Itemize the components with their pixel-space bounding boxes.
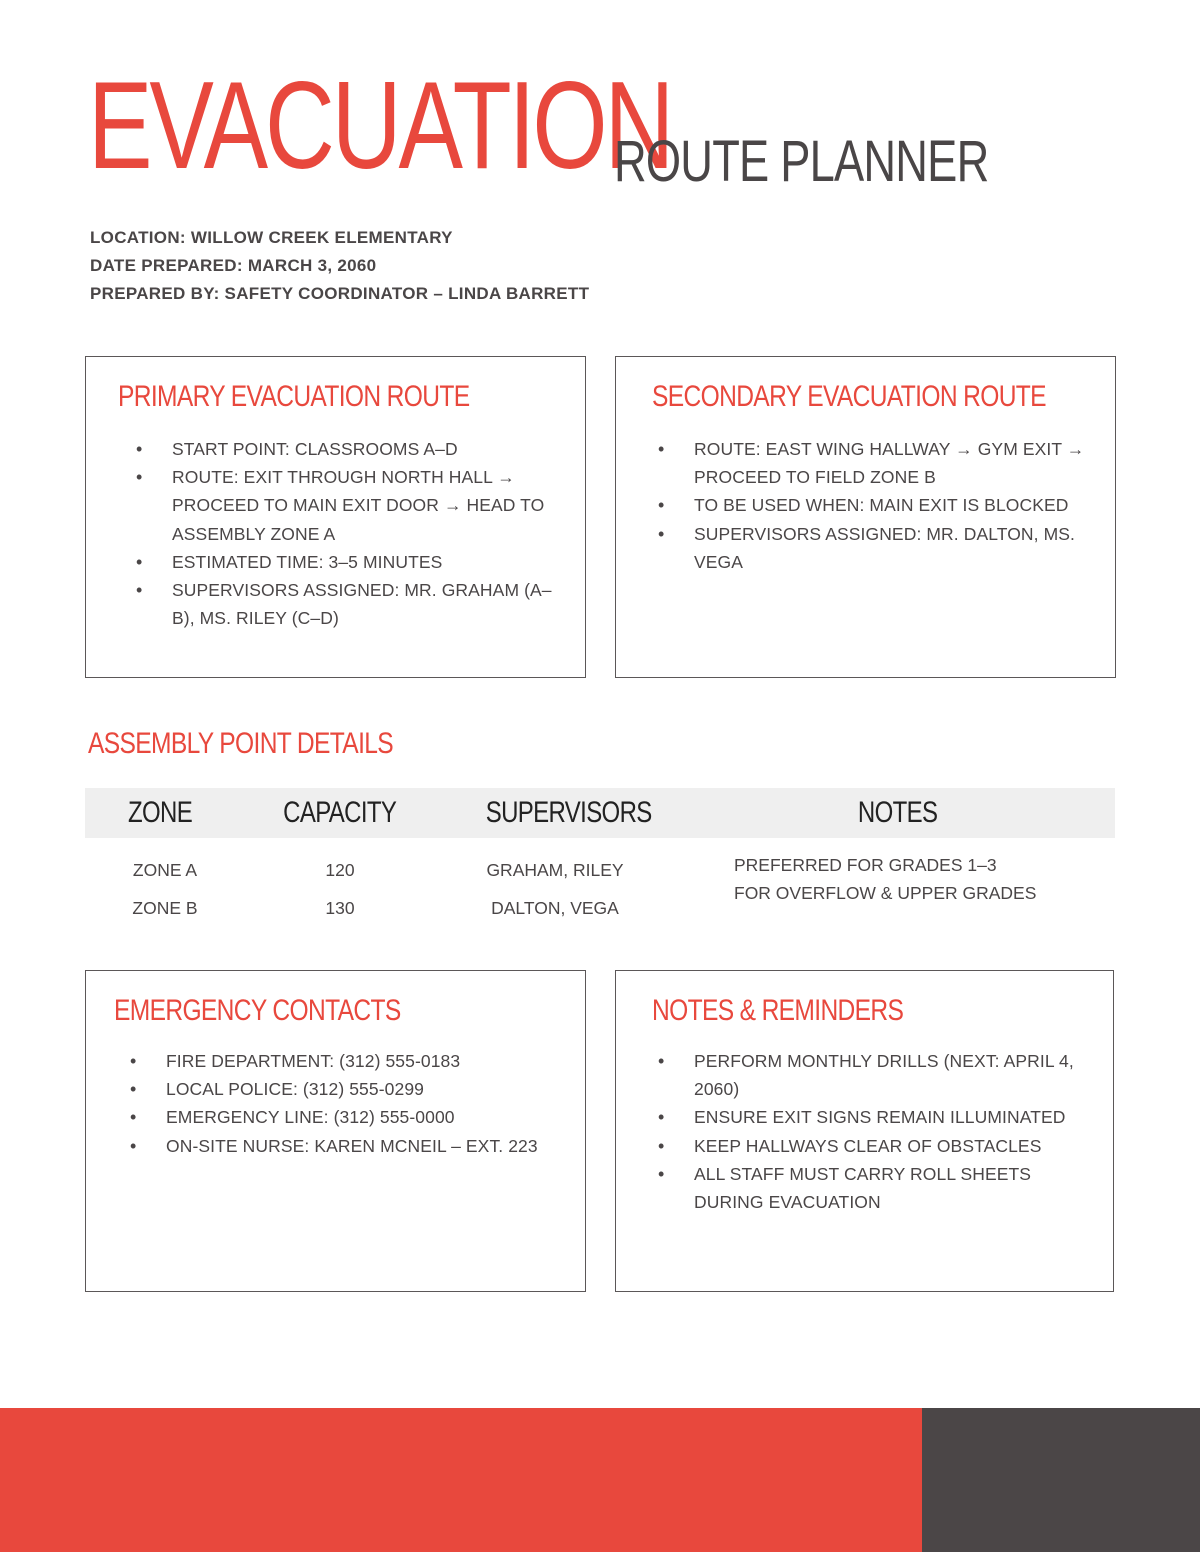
list-item: • START POINT: CLASSROOMS A–D (172, 435, 552, 463)
emergency-contacts-heading: EMERGENCY CONTACTS (114, 994, 401, 1027)
column-header-supervisors: SUPERVISORS (485, 796, 652, 829)
secondary-route-list (694, 435, 1089, 576)
table-cell-notes: FOR OVERFLOW & UPPER GRADES (734, 883, 1037, 903)
list-item: • ROUTE: EXIT THROUGH NORTH HALL → PROCEED TO MAIN EXIT DOOR → HEAD TO ASSEMBLY ZONE A (172, 463, 552, 548)
list-item: • SUPERVISORS ASSIGNED: MR. DALTON, MS. VEGA (694, 520, 1089, 576)
document-meta (90, 226, 589, 310)
primary-route-heading: PRIMARY EVACUATION ROUTE (118, 380, 470, 413)
emergency-contacts-list (166, 1047, 566, 1160)
footer-red-band (0, 1408, 922, 1552)
notes-reminders-box (615, 970, 1114, 1292)
list-item: • EMERGENCY LINE: (312) 555-0000 (166, 1103, 566, 1131)
list-item: • FIRE DEPARTMENT: (312) 555-0183 (166, 1047, 566, 1075)
column-header-capacity: CAPACITY (283, 796, 397, 829)
secondary-route-box (615, 356, 1116, 678)
list-item: • ALL STAFF MUST CARRY ROLL SHEETS DURING EVACUATION (694, 1160, 1089, 1216)
list-item: • SUPERVISORS ASSIGNED: MR. GRAHAM (A–B), MS. RILEY (C–D) (172, 576, 552, 632)
notes-reminders-heading: NOTES & REMINDERS (652, 994, 904, 1027)
list-item: • LOCAL POLICE: (312) 555-0299 (166, 1075, 566, 1103)
table-cell-zone: ZONE B (132, 898, 198, 918)
table-cell-capacity: 120 (325, 860, 355, 880)
list-item: • KEEP HALLWAYS CLEAR OF OBSTACLES (694, 1132, 1089, 1160)
primary-route-list (172, 435, 552, 632)
prepared-by-line: PREPARED BY: SAFETY COORDINATOR – LINDA BARRETT (90, 284, 590, 303)
location-line: LOCATION: WILLOW CREEK ELEMENTARY (90, 228, 453, 247)
assembly-heading: ASSEMBLY POINT DETAILS (88, 727, 394, 760)
date-prepared-line: DATE PREPARED: MARCH 3, 2060 (90, 256, 377, 275)
table-cell-capacity: 130 (325, 898, 355, 918)
table-cell-supervisors: GRAHAM, RILEY (486, 860, 624, 880)
assembly-table-header (85, 788, 1115, 838)
column-header-zone: ZONE (127, 796, 193, 829)
list-item: • PERFORM MONTHLY DRILLS (NEXT: APRIL 4, 2060) (694, 1047, 1089, 1103)
page-title: EVACUATION (88, 57, 672, 195)
list-item: • ON-SITE NURSE: KAREN MCNEIL – EXT. 223 (166, 1132, 566, 1160)
table-cell-notes: PREFERRED FOR GRADES 1–3 (734, 855, 997, 875)
notes-reminders-list (694, 1047, 1089, 1216)
list-item: • TO BE USED WHEN: MAIN EXIT IS BLOCKED (694, 491, 1089, 519)
column-header-notes: NOTES (857, 796, 938, 829)
emergency-contacts-box (85, 970, 586, 1292)
table-cell-supervisors: DALTON, VEGA (491, 898, 619, 918)
page-subtitle: ROUTE PLANNER (614, 129, 989, 194)
secondary-route-heading: SECONDARY EVACUATION ROUTE (652, 380, 1046, 413)
footer-gray-band (922, 1408, 1200, 1552)
table-cell-zone: ZONE A (132, 860, 198, 880)
list-item: • ESTIMATED TIME: 3–5 MINUTES (172, 548, 552, 576)
list-item: • ENSURE EXIT SIGNS REMAIN ILLUMINATED (694, 1103, 1089, 1131)
list-item: • ROUTE: EAST WING HALLWAY → GYM EXIT → PROCEED TO FIELD ZONE B (694, 435, 1089, 491)
primary-route-box (85, 356, 586, 678)
